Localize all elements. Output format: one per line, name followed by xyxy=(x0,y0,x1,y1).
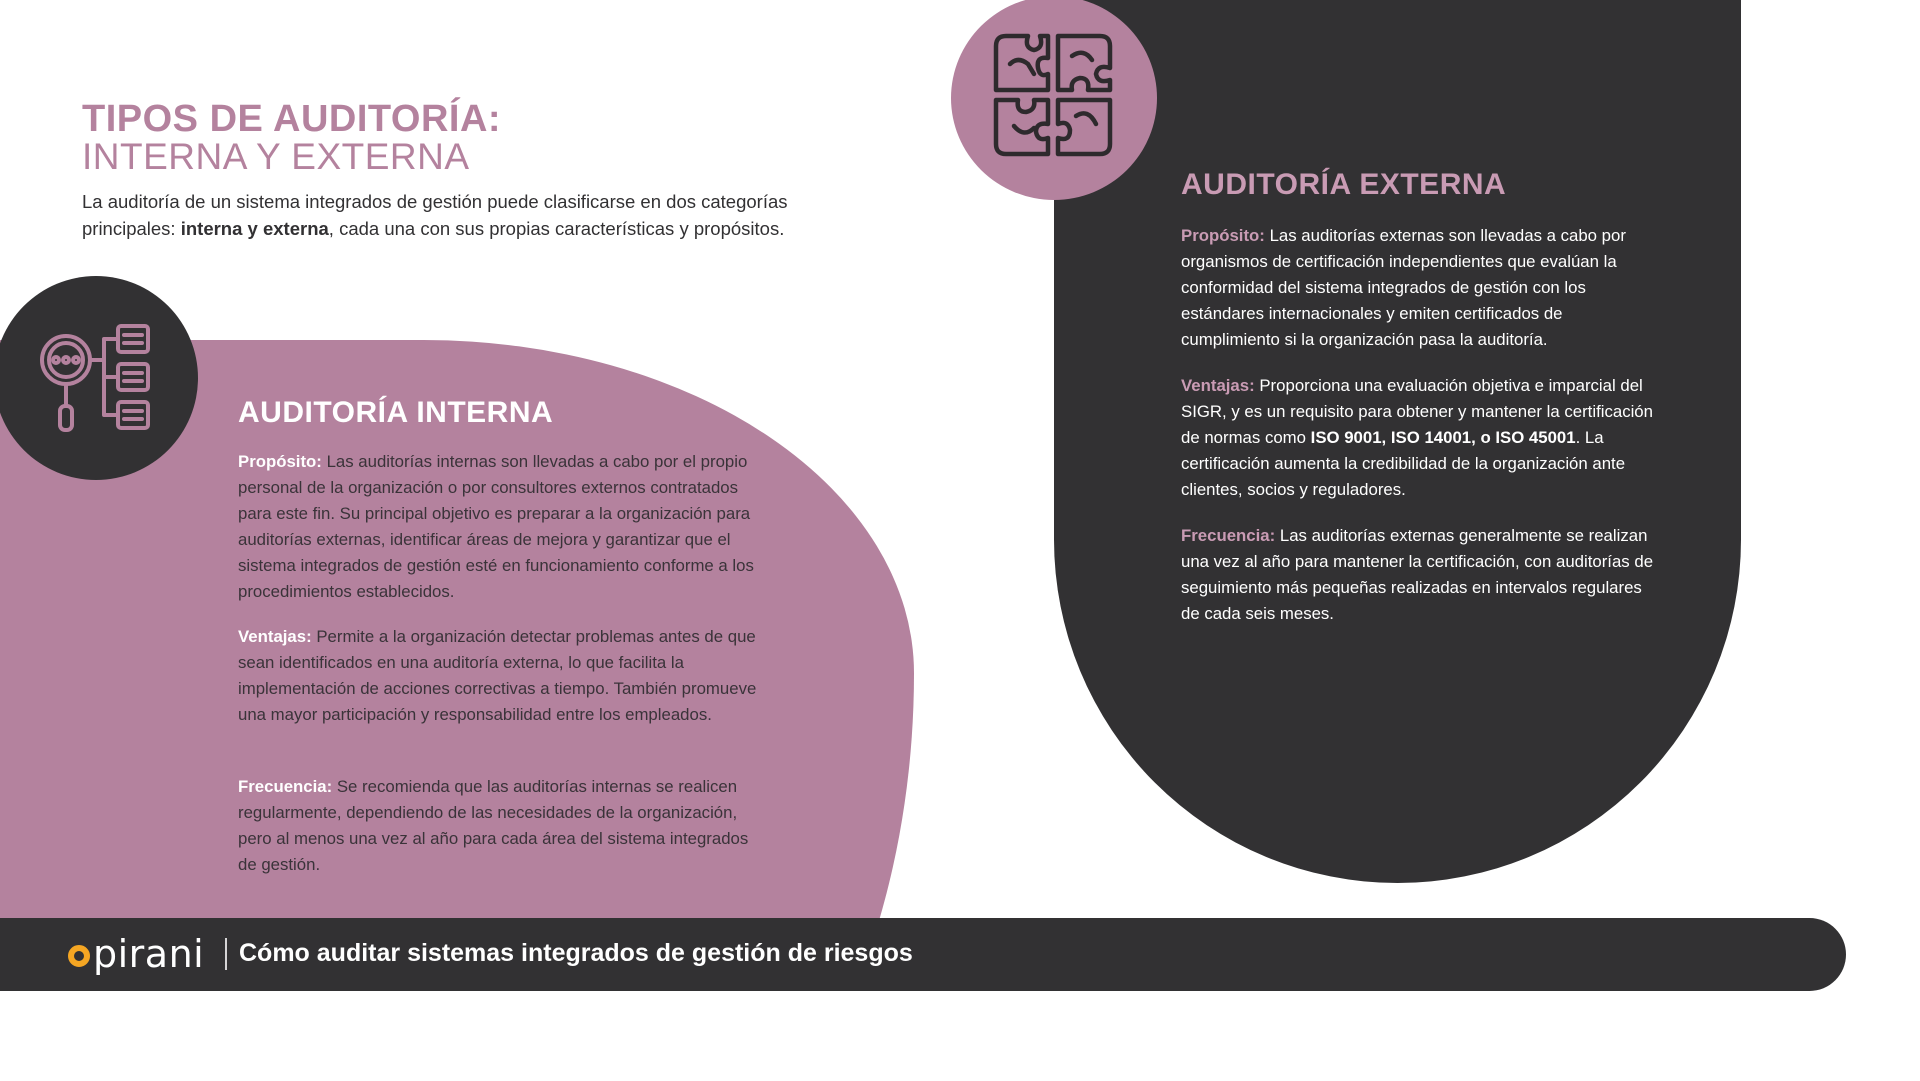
intro-text-post: , cada una con sus propias características y propósitos. xyxy=(328,218,785,239)
logo-text: pirani xyxy=(93,932,205,976)
internal-advantages-text: Permite a la organización detectar problemas antes de que sean identificados en una auditoría externa, lo que facilita la implementación de acciones correctivas a tiempo. También promueve una mayor participación y responsabilidad entre los empleados. xyxy=(238,627,757,724)
internal-audit-title: AUDITORÍA INTERNA xyxy=(238,396,554,429)
external-advantages-paragraph xyxy=(1181,373,1661,503)
internal-frequency-label: Frecuencia: xyxy=(238,777,333,796)
external-frequency-text: Las auditorías externas generalmente se realizan una vez al año para mantener la certificación, con auditorías de seguimiento más pequeñas realizadas en intervalos regulares de cada seis meses. xyxy=(1181,526,1654,623)
external-audit-title: AUDITORÍA EXTERNA xyxy=(1181,168,1507,201)
footer-divider xyxy=(225,938,227,970)
internal-frequency-text: Se recomienda que las auditorías internas se realicen regularmente, dependiendo de las necesidades de la organización, pero al menos una vez al año para cada área del sistema integrados de gestión. xyxy=(238,777,749,874)
internal-frequency-paragraph xyxy=(238,774,768,878)
external-advantages-text-post: . La certificación aumenta la credibilidad de la organización ante clientes, socios y reguladores. xyxy=(1181,428,1626,499)
puzzle-hands-icon xyxy=(988,28,1118,162)
internal-purpose-text: Las auditorías internas son llevadas a cabo por el propio personal de la organización o por consultores externos contratados para este fin. Su principal objetivo es preparar a la organización para auditorías externas, identificar áreas de mejora y garantizar que el sistema integrados de gestión esté en funcionamiento conforme a los procedimientos establecidos. xyxy=(238,452,754,601)
page-subtitle: INTERNA Y EXTERNA xyxy=(82,136,470,177)
search-document-icon xyxy=(34,318,156,438)
external-purpose-paragraph xyxy=(1181,223,1661,353)
external-frequency-paragraph xyxy=(1181,523,1661,627)
internal-purpose-paragraph xyxy=(238,449,768,605)
page-title: TIPOS DE AUDITORÍA: xyxy=(82,98,502,140)
intro-text-pre: La auditoría de un sistema integrados de gestión puede clasificarse en dos categorías principales: xyxy=(82,191,788,239)
external-purpose-label: Propósito: xyxy=(1181,226,1265,245)
internal-purpose-label: Propósito: xyxy=(238,452,322,471)
intro-paragraph xyxy=(82,188,822,242)
logo-circle-icon xyxy=(68,945,90,967)
intro-text-bold: interna y externa xyxy=(180,218,329,239)
internal-advantages-paragraph xyxy=(238,624,768,728)
external-advantages-label: Ventajas: xyxy=(1181,376,1255,395)
external-frequency-label: Frecuencia: xyxy=(1181,526,1276,545)
pirani-logo xyxy=(68,934,204,974)
external-advantages-iso-standards: ISO 9001, ISO 14001, o ISO 45001 xyxy=(1310,428,1576,447)
footer-title: Cómo auditar sistemas integrados de gestión de riesgos xyxy=(239,939,913,967)
external-purpose-text: Las auditorías externas son llevadas a cabo por organismos de certificación independientes que evalúan la conformidad del sistema integrados de gestión con los estándares internacionales y emiten certificados de cumplimiento si la organización pasa la auditoría. xyxy=(1181,226,1626,349)
external-advantages-text-pre: Proporciona una evaluación objetiva e imparcial del SIGR, y es un requisito para obtener y mantener la certificación de normas como xyxy=(1181,376,1653,447)
internal-advantages-label: Ventajas: xyxy=(238,627,312,646)
